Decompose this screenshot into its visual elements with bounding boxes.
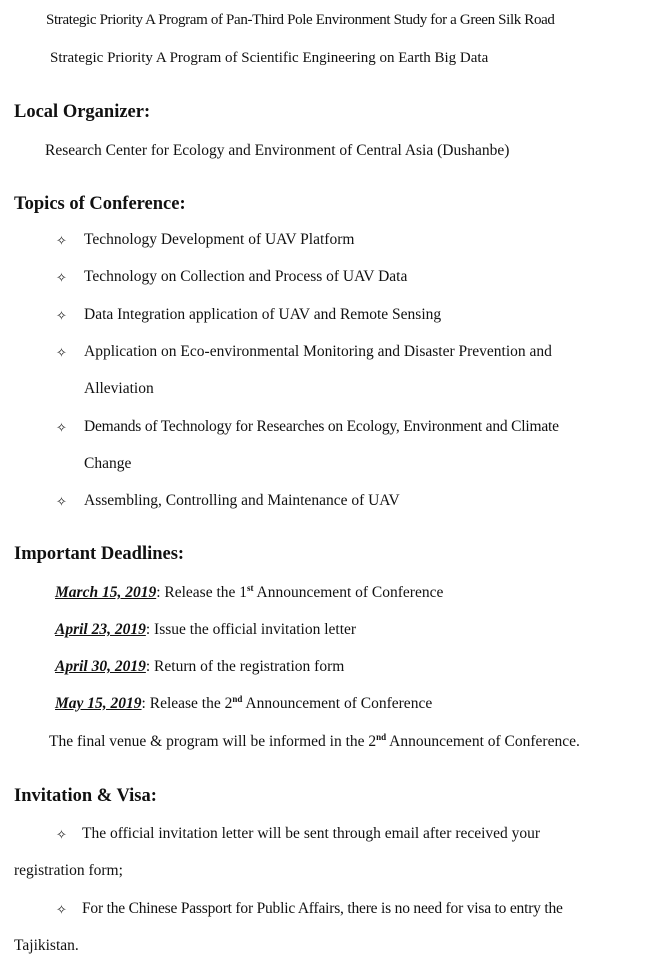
deadline-separator: : xyxy=(141,695,150,712)
deadline-item xyxy=(55,621,356,639)
deadline-separator: : xyxy=(156,584,165,601)
topics-heading: Topics of Conference: xyxy=(14,194,186,214)
program-line-1: Strategic Priority A Program of Pan-Third Pole Environment Study for a Green Silk Road xyxy=(46,12,555,28)
program-line-2: Strategic Priority A Program of Scientific Engineering on Earth Big Data xyxy=(50,50,489,66)
deadline-date: April 23, 2019 xyxy=(55,621,146,638)
invitation-heading: Invitation & Visa: xyxy=(14,786,157,806)
deadline-date: May 15, 2019 xyxy=(55,695,142,712)
local-organizer-heading: Local Organizer: xyxy=(14,102,151,122)
topic-item-line-2: Change xyxy=(84,455,132,472)
diamond-bullet-icon: ✧ xyxy=(56,233,67,248)
ordinal-suffix: nd xyxy=(376,731,387,742)
deadline-separator: : xyxy=(145,658,155,675)
deadline-text: Issue the official invitation letter xyxy=(154,621,357,638)
invitation-item-line-2: registration form; xyxy=(14,862,123,879)
deadline-item xyxy=(55,584,443,602)
deadline-text: Release the 2 xyxy=(149,695,233,712)
diamond-bullet-icon: ✧ xyxy=(56,345,67,360)
topic-item: Technology on Collection and Process of UAV Data xyxy=(84,268,408,285)
deadlines-heading: Important Deadlines: xyxy=(14,544,185,564)
diamond-bullet-icon: ✧ xyxy=(56,902,67,917)
deadline-date: April 30, 2019 xyxy=(55,658,146,675)
topic-item: Assembling, Controlling and Maintenance of UAV xyxy=(84,492,400,509)
topic-item-line-1: Application on Eco-environmental Monitoring and Disaster Prevention and xyxy=(84,343,552,360)
deadline-item xyxy=(55,695,432,713)
diamond-bullet-icon: ✧ xyxy=(56,420,67,435)
deadline-text: Release the 1 xyxy=(164,584,248,601)
ordinal-suffix: nd xyxy=(232,693,243,704)
topic-item-line-2: Alleviation xyxy=(84,380,154,397)
diamond-bullet-icon: ✧ xyxy=(56,827,67,842)
diamond-bullet-icon: ✧ xyxy=(56,270,67,285)
invitation-item-line-1: The official invitation letter will be sent through email after received your xyxy=(82,825,541,842)
topic-item-line-1: Demands of Technology for Researches on Ecology, Environment and Climate xyxy=(84,418,559,435)
deadline-note xyxy=(49,733,580,751)
note-text-rest: Announcement of Conference. xyxy=(386,733,580,750)
ordinal-suffix: st xyxy=(247,582,254,593)
deadline-separator: : xyxy=(145,621,155,638)
topic-item: Technology Development of UAV Platform xyxy=(84,231,355,248)
local-organizer-name: Research Center for Ecology and Environment of Central Asia (Dushanbe) xyxy=(45,142,510,159)
deadline-item xyxy=(55,658,344,676)
deadline-date: March 15, 2019 xyxy=(55,584,157,601)
diamond-bullet-icon: ✧ xyxy=(56,308,67,323)
topic-item: Data Integration application of UAV and Remote Sensing xyxy=(84,306,442,323)
deadline-text-rest: Announcement of Conference xyxy=(242,695,433,712)
deadline-text: Return of the registration form xyxy=(154,658,345,675)
invitation-item-line-1: For the Chinese Passport for Public Affairs, there is no need for visa to entry the xyxy=(82,900,563,917)
invitation-item-line-2: Tajikistan. xyxy=(14,937,79,954)
diamond-bullet-icon: ✧ xyxy=(56,494,67,509)
deadline-text-rest: Announcement of Conference xyxy=(253,584,444,601)
note-text: The final venue & program will be informed in the 2 xyxy=(49,733,377,750)
